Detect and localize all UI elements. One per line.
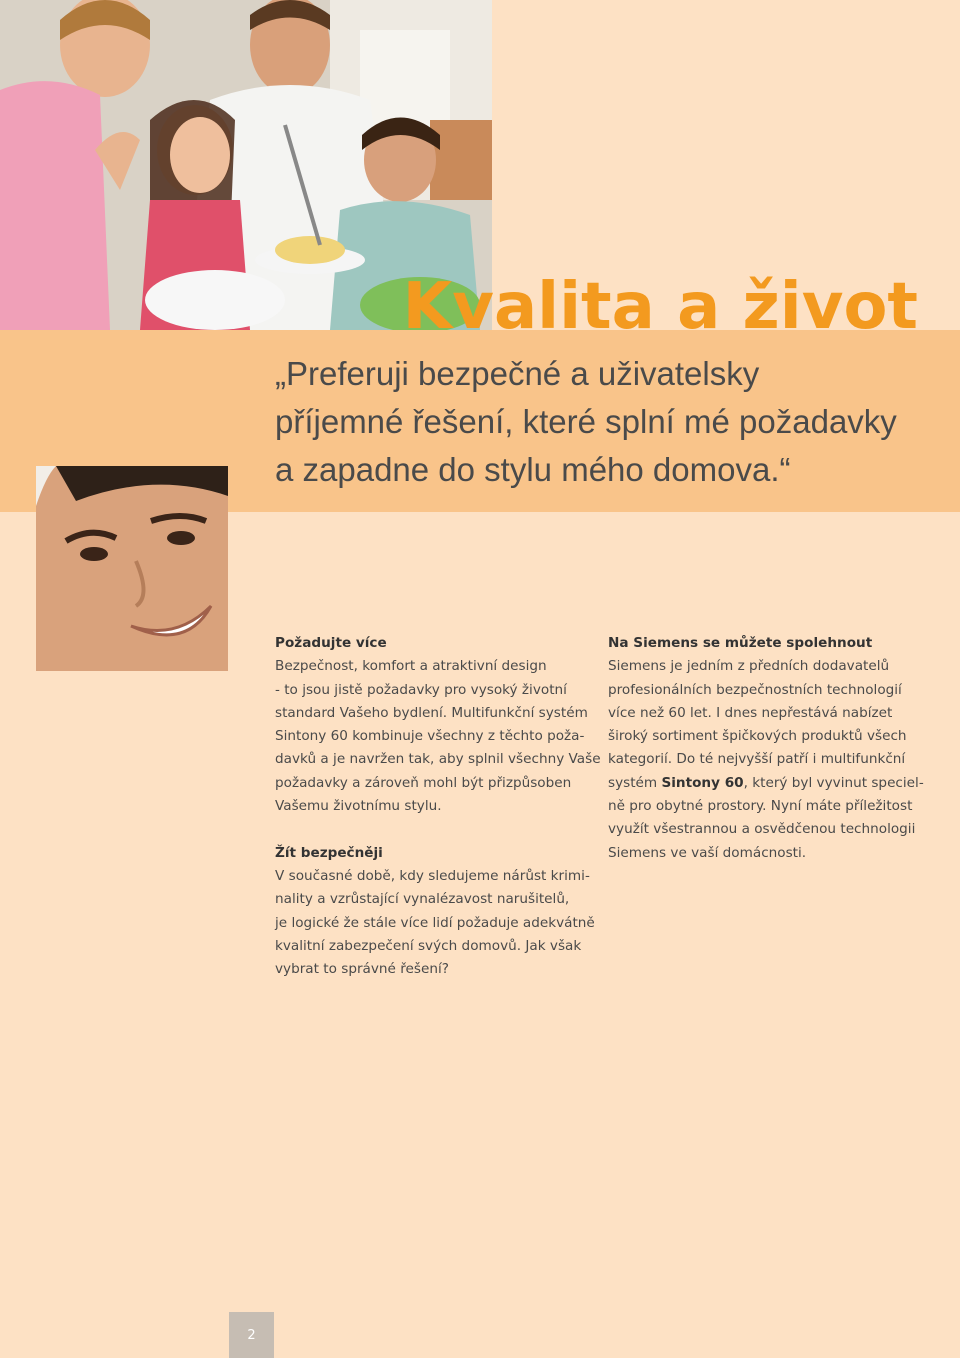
text-line (608, 772, 924, 795)
page-title: Kvalita a život (402, 270, 918, 344)
section-heading-require-more: Požadujte více (275, 635, 387, 651)
text-line: Siemens je jedním z předních dodavatelů (608, 658, 890, 675)
text-line: využít všestrannou a osvědčenou technologii (608, 821, 916, 838)
text-line: kvalitní zabezpečení svých domovů. Jak však (275, 937, 582, 954)
text-line: Bezpečnost, komfort a atraktivní design (275, 658, 547, 675)
text-line: více než 60 let. I dnes nepřestává nabízet (608, 704, 893, 721)
left-column (275, 632, 601, 981)
section-heading-live-safer: Žít bezpečněji (275, 844, 383, 861)
text-line: široký sortiment špičkových produktů všech (608, 728, 907, 745)
text-line: davků a je navržen tak, aby splnil všechny Vaše (275, 751, 601, 768)
text-line: kategorií. Do té nejvyšší patří i multifunkční (608, 751, 906, 768)
smiling-man-photo (36, 466, 228, 671)
customer-quote (275, 350, 935, 494)
text-line: požadavky a zároveň mohl být přizpůsoben (275, 774, 572, 791)
quote-line: příjemné řešení, které splní mé požadavky (275, 403, 897, 440)
text-line: Siemens ve vaší domácnosti. (608, 844, 807, 861)
quote-line: a zapadne do stylu mého domova.“ (275, 451, 791, 488)
text-line: vybrat to správné řešení? (275, 961, 449, 978)
page-number: 2 (229, 1312, 274, 1358)
section-heading-siemens: Na Siemens se můžete spolehnout (608, 635, 873, 651)
text-line: profesionálních bezpečnostních technologií (608, 681, 902, 698)
right-column (608, 632, 924, 865)
text-line: - to jsou jistě požadavky pro vysoký životní (275, 681, 567, 698)
text-line: nality a vzrůstající vynalézavost narušitelů, (275, 891, 570, 908)
text-line: Sintony 60 kombinuje všechny z těchto poža- (275, 728, 585, 745)
text-line: ně pro obytné prostory. Nyní máte příležitost (608, 798, 913, 815)
text-fragment: systém (608, 774, 662, 791)
product-name: Sintony 60 (661, 774, 744, 791)
text-fragment: , který byl vyvinut speciel- (743, 774, 924, 791)
quote-line: „Preferuji bezpečné a uživatelsky (275, 355, 760, 392)
text-line: standard Vašeho bydlení. Multifunkční systém (275, 704, 588, 721)
text-line: V současné době, kdy sledujeme nárůst krimi- (275, 867, 590, 884)
text-line: Vašemu životnímu stylu. (275, 798, 442, 815)
text-line: je logické že stále více lidí požaduje adekvátně (275, 914, 595, 931)
